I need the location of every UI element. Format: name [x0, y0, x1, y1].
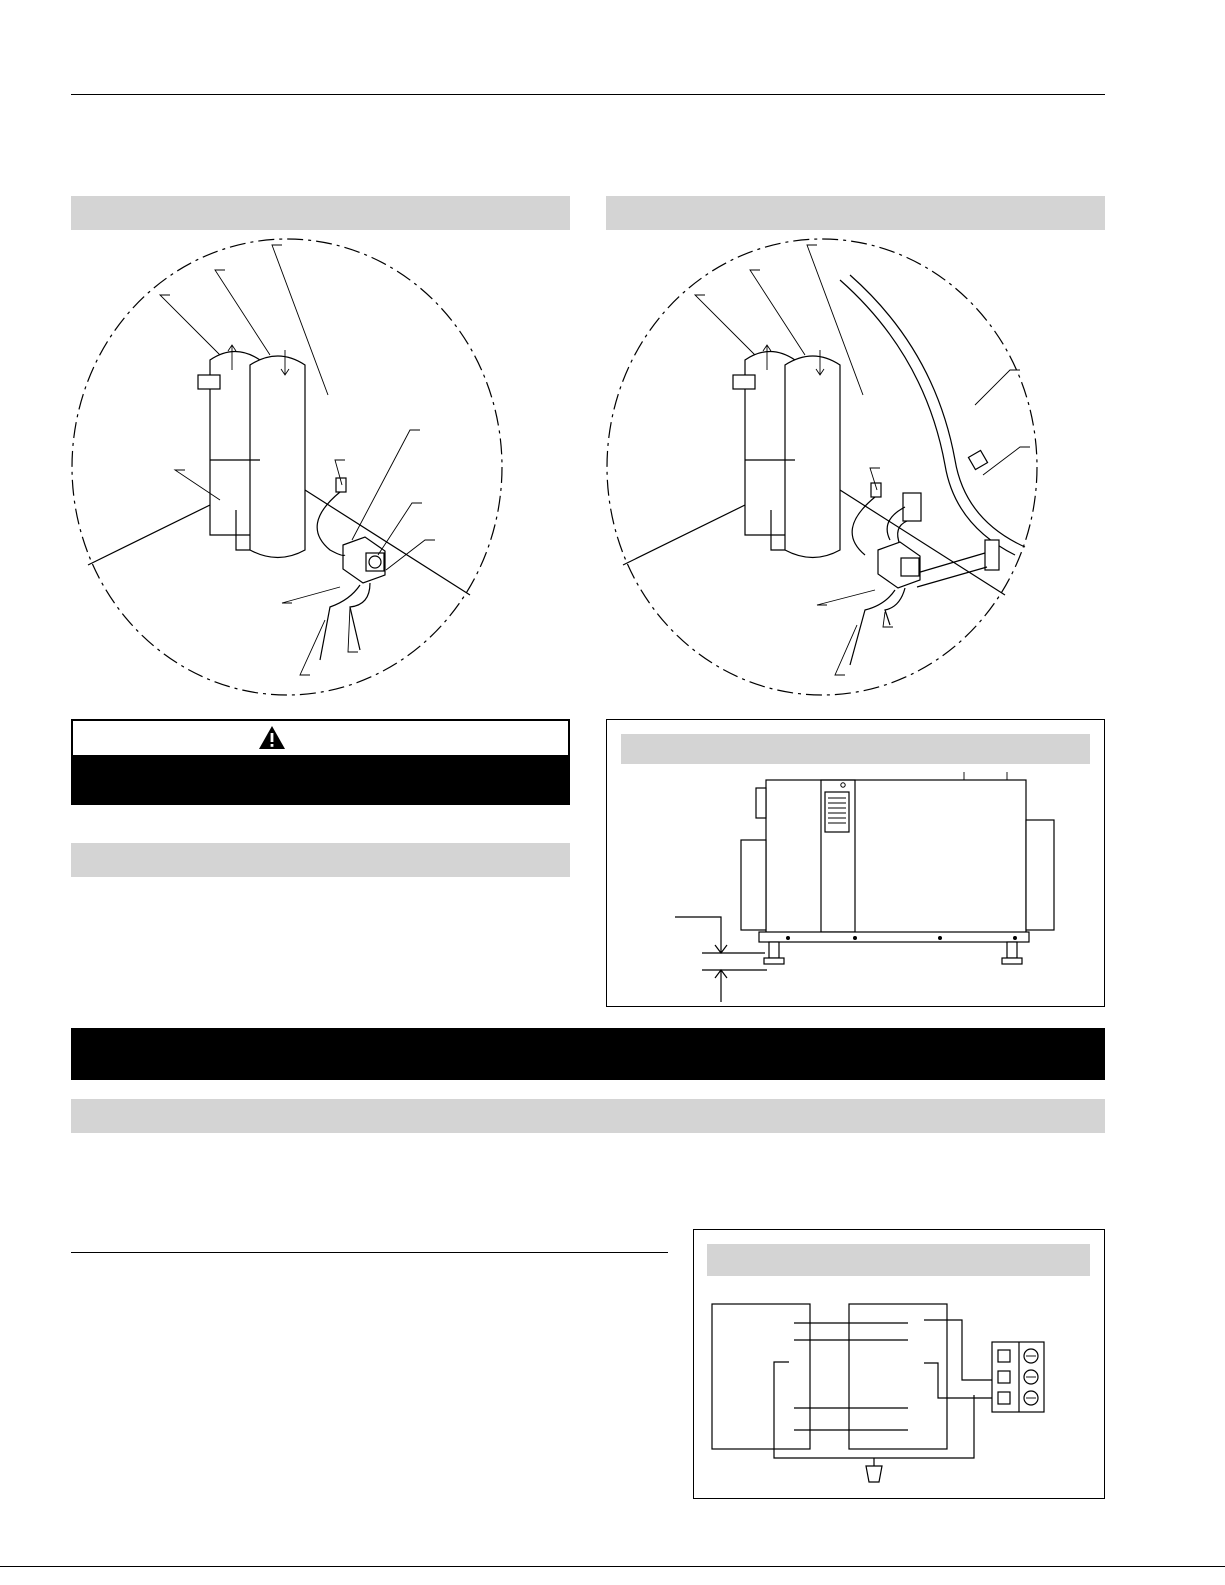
section-heading-band-gray: [71, 1099, 1105, 1133]
section-heading-band-left: [71, 843, 570, 877]
side-view-figure-box: [606, 719, 1105, 1007]
unit-side-view-icon: [607, 720, 1106, 1008]
warning-body: [73, 755, 568, 803]
wiring-figure-box: [693, 1229, 1105, 1499]
wiring-diagram-icon: [694, 1230, 1106, 1500]
column-rule: [71, 1252, 668, 1253]
section-heading-band-black: [71, 1028, 1105, 1080]
warning-triangle-icon: [258, 725, 286, 750]
figure-left-heading-band: [71, 196, 570, 230]
installation-view-icon: [60, 235, 580, 705]
figure-right-heading-band: [606, 196, 1105, 230]
warning-header: [73, 721, 568, 755]
ducted-installation-view-icon: [595, 235, 1115, 705]
bottom-rule: [0, 1566, 1225, 1567]
top-rule: [71, 94, 1105, 95]
warning-box: [71, 719, 570, 805]
